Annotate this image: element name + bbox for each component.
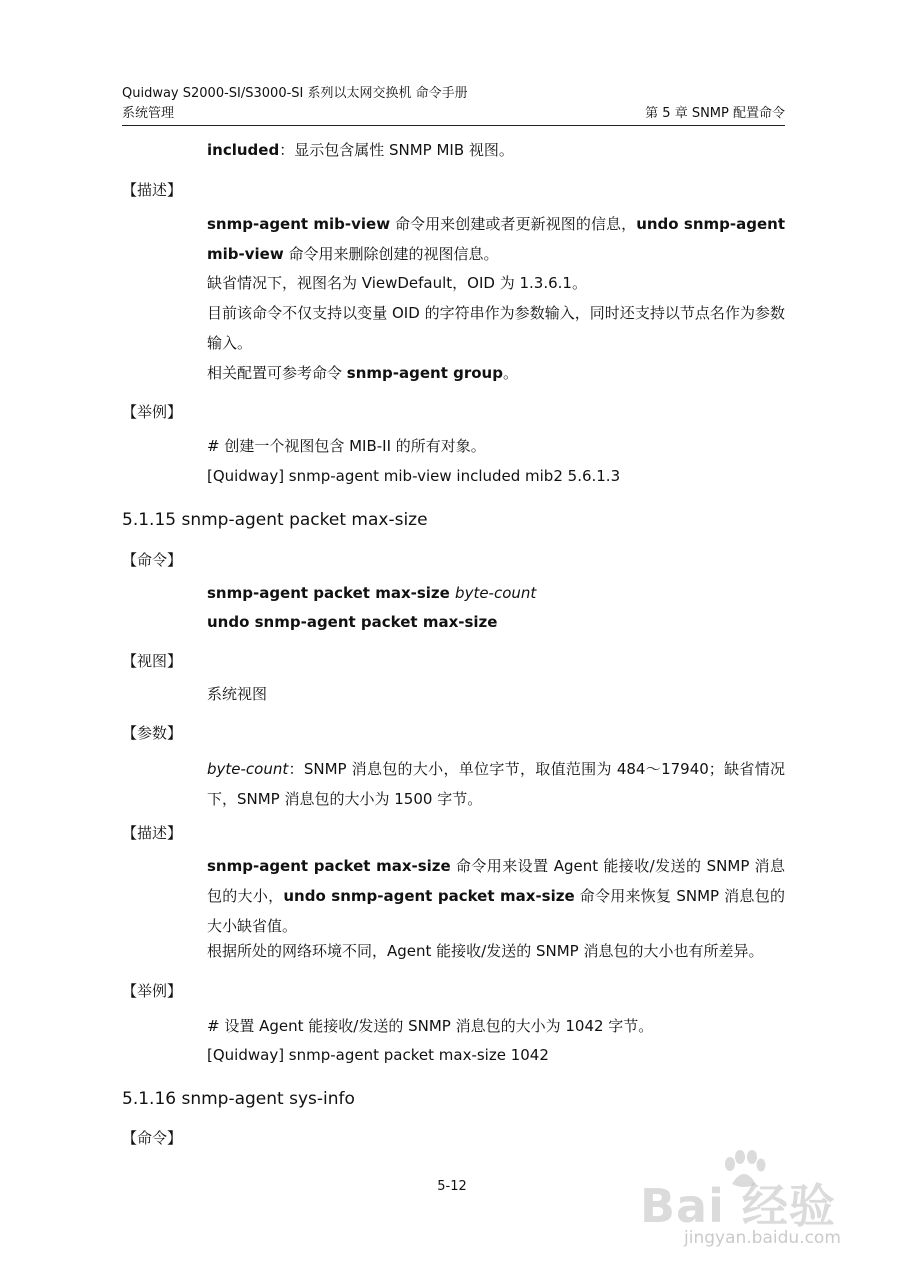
command-syntax: snmp-agent packet max-size byte-count [207,584,537,602]
watermark-url: jingyan.baidu.com [684,1228,841,1248]
command-undo-syntax: undo snmp-agent packet max-size [207,613,498,631]
header-rule [122,125,785,126]
section-title-5-1-16: 5.1.16 snmp-agent sys-info [122,1089,355,1109]
page-number: 5-12 [437,1179,467,1194]
section-title-5-1-15: 5.1.15 snmp-agent packet max-size [122,510,428,530]
description-heading-2: 【描述】 [122,824,183,842]
example-comment-2: # 设置 Agent 能接收/发送的 SNMP 消息包的大小为 1042 字节。 [207,1017,654,1035]
command-heading-3: 【命令】 [122,1129,183,1147]
example-command-2: [Quidway] snmp-agent packet max-size 1042 [207,1046,549,1064]
command-heading: 【命令】 [122,551,183,569]
description-related: 相关配置可参考命令 snmp-agent group。 [207,364,518,382]
parameter-description: byte-count：SNMP 消息包的大小，单位字节，取值范围为 484～17940；缺省情况下，SNMP 消息包的大小为 1500 字节。 [207,760,785,808]
description-heading: 【描述】 [122,181,183,199]
description-default: 缺省情况下，视图名为 ViewDefault，OID 为 1.3.6.1。 [207,274,587,292]
baidu-jingyan-watermark [640,1150,850,1250]
watermark-brand: Bai 经验 [640,1179,836,1233]
param-included: included：显示包含属性 SNMP MIB 视图。 [207,141,514,159]
header-section: 系统管理 [122,106,175,121]
example-heading-2: 【举例】 [122,982,183,1000]
view-value: 系统视图 [207,685,268,703]
description-paragraph-2: snmp-agent packet max-size 命令用来设置 Agent 能接收/发送的 SNMP 消息包的大小，undo snmp-agent packet max-size 命令用来恢复 SNMP 消息包的大小缺省值。 [207,857,785,935]
parameter-heading: 【参数】 [122,724,183,742]
example-command: [Quidway] snmp-agent mib-view included mib2 5.6.1.3 [207,467,621,485]
description-paragraph: snmp-agent mib-view 命令用来创建或者更新视图的信息，undo snmp-agent mib-view 命令用来删除创建的视图信息。 [207,215,785,263]
header-chapter: 第 5 章 SNMP 配置命令 [645,106,785,121]
description-oid-note: 目前该命令不仅支持以变量 OID 的字符串作为参数输入，同时还支持以节点名作为参数输入。 [207,304,785,352]
description-network-note: 根据所处的网络环境不同，Agent 能接收/发送的 SNMP 消息包的大小也有所差异。 [207,942,764,960]
view-heading: 【视图】 [122,652,183,670]
header-title: Quidway S2000-SI/S3000-SI 系列以太网交换机 命令手册 [122,86,468,101]
example-heading: 【举例】 [122,403,183,421]
example-comment: # 创建一个视图包含 MIB-II 的所有对象。 [207,437,486,455]
